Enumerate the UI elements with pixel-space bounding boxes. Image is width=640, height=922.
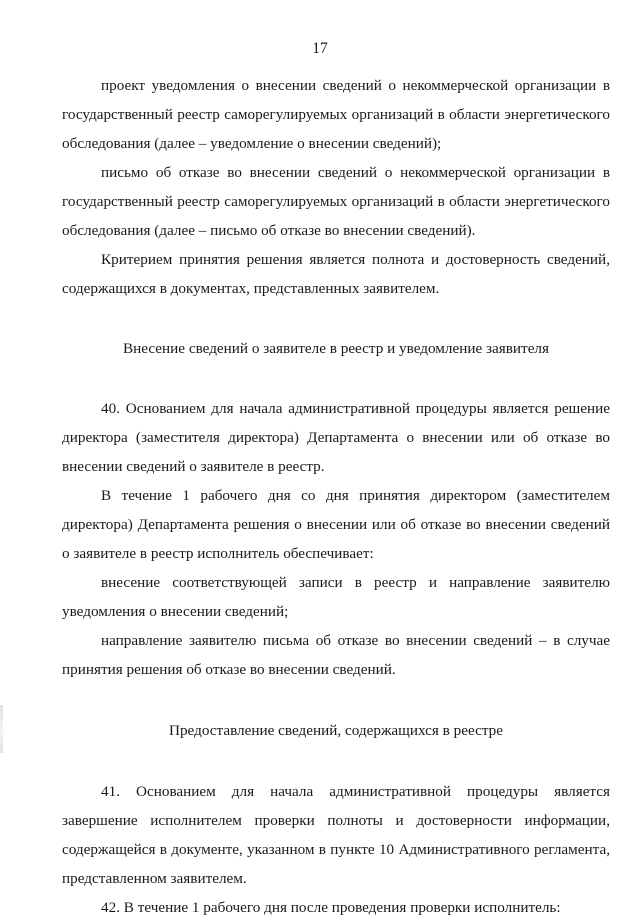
paragraph: направление заявителю письма об отказе во внесении сведений – в случае принятия решения об отказе во внесении сведений. bbox=[62, 632, 610, 678]
paragraph: проект уведомления о внесении сведений о некоммерческой организации в государственный реестр саморегулируемых организаций в области энергетического обследования (далее – уведомление о внесении сведений); bbox=[62, 77, 610, 152]
paragraph: Критерием принятия решения является полнота и достоверность сведений, содержащихся в документах, представленных заявителем. bbox=[62, 251, 610, 297]
paragraph: письмо об отказе во внесении сведений о некоммерческой организации в государственный реестр саморегулируемых организаций в области энергетического обследования (далее – письмо об отказе во внесении сведений). bbox=[62, 164, 610, 239]
paragraph: внесение соответствующей записи в реестр и направление заявителю уведомления о внесении сведений; bbox=[62, 574, 610, 620]
document-body bbox=[62, 71, 610, 922]
page-number: 17 bbox=[312, 40, 328, 57]
paragraph: 40. Основанием для начала административной процедуры является решение директора (заместителя директора) Департамента о внесении или об отказе во внесении сведений о заявителе в реестр. bbox=[62, 400, 610, 475]
paragraph: 42. В течение 1 рабочего дня после проведения проверки исполнитель: bbox=[101, 899, 561, 916]
paragraph: В течение 1 рабочего дня со дня принятия директором (заместителем директора) Департамента решения о внесении или об отказе во внесении сведений о заявителе в реестр исполнитель обеспечивает: bbox=[62, 487, 610, 562]
scan-edge-mark bbox=[0, 705, 3, 753]
paragraph: 41. Основанием для начала административной процедуры является завершение исполнителем проверки полноты и достоверности информации, содержащейся в документе, указанном в пункте 10 Административного регламента, представленном заявителем. bbox=[62, 783, 610, 887]
section-heading: Внесение сведений о заявителе в реестр и уведомление заявителя bbox=[123, 340, 549, 357]
section-heading: Предоставление сведений, содержащихся в реестре bbox=[168, 722, 503, 739]
